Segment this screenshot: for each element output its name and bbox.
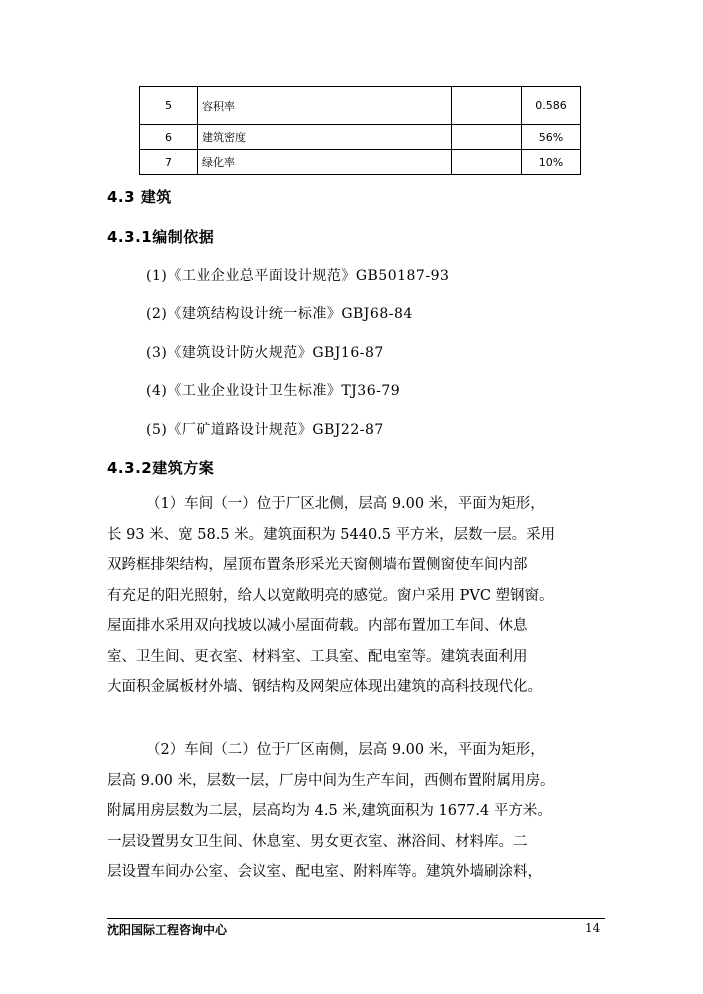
paragraph-line: 室、卫生间、更衣室、材料室、工具室、配电室等。建筑表面利用 [107, 648, 528, 665]
paragraph-line: 双跨框排架结构，屋顶布置条形采光天窗侧墙布置侧窗使车间内部 [107, 557, 528, 573]
section-heading-4-3: 4.3 建筑 [107, 188, 172, 206]
reference-item: (5)《厂矿道路设计规范》GBJ22-87 [146, 422, 384, 438]
section-heading-4-3-2: 4.3.2建筑方案 [107, 459, 215, 477]
row-empty-cell [452, 125, 522, 150]
row-number: 6 [140, 125, 198, 150]
reference-item: (4)《工业企业设计卫生标准》TJ36-79 [146, 383, 401, 399]
reference-item: (3)《建筑设计防火规范》GBJ16-87 [146, 345, 384, 361]
row-name: 绿化率 [198, 150, 452, 175]
footer-organization: 沈阳国际工程咨询中心 [107, 923, 228, 937]
paragraph-line: 屋面排水采用双向找坡以减小屋面荷载。内部布置加工车间、休息 [107, 618, 528, 634]
paragraph-line: 长 93 米、宽 58.5 米。建筑面积为 5440.5 平方米，层数一层。采用 [107, 526, 556, 543]
row-value: 10% [522, 150, 581, 175]
row-name: 容积率 [198, 87, 452, 125]
paragraph-line: （2）车间（二）位于厂区南侧，层高 9.00 米，平面为矩形， [146, 742, 545, 758]
row-name: 建筑密度 [198, 125, 452, 150]
paragraph-workshop-1 [107, 489, 607, 703]
indicator-table [139, 86, 581, 175]
row-value: 56% [522, 125, 581, 150]
section-heading-4-3-1: 4.3.1编制依据 [107, 228, 215, 246]
table-row [140, 125, 581, 150]
row-number: 5 [140, 87, 198, 125]
paragraph-line: 层高 9.00 米，层数一层，厂房中间为生产车间，西侧布置附属用房。 [107, 772, 555, 789]
paragraph-line: 附属用房层数为二层，层高均为 4.5 米,建筑面积为 1677.4 平方米。 [107, 803, 552, 819]
row-empty-cell [452, 150, 522, 175]
paragraph-line: 有充足的阳光照射，给人以宽敞明亮的感觉。窗户采用 PVC 塑钢窗。 [107, 587, 554, 604]
table-row [140, 150, 581, 175]
paragraph-line: 层设置车间办公室、会议室、配电室、附料库等。建筑外墙刷涂料， [107, 864, 542, 880]
reference-item: (1)《工业企业总平面设计规范》GB50187-93 [146, 268, 450, 284]
row-empty-cell [452, 87, 522, 125]
paragraph-line: 大面积金属板材外墙、钢结构及网架应体现出建筑的高科技现代化。 [107, 679, 542, 695]
page-number: 14 [585, 921, 601, 935]
row-value: 0.586 [522, 87, 581, 125]
table-row [140, 87, 581, 125]
footer-divider [107, 918, 605, 919]
paragraph-workshop-2 [107, 735, 607, 888]
row-number: 7 [140, 150, 198, 175]
paragraph-line: （1）车间（一）位于厂区北侧，层高 9.00 米，平面为矩形， [146, 496, 545, 512]
paragraph-line: 一层设置男女卫生间、休息室、男女更衣室、淋浴间、材料库。二 [107, 833, 528, 850]
reference-item: (2)《建筑结构设计统一标准》GBJ68-84 [146, 306, 413, 322]
